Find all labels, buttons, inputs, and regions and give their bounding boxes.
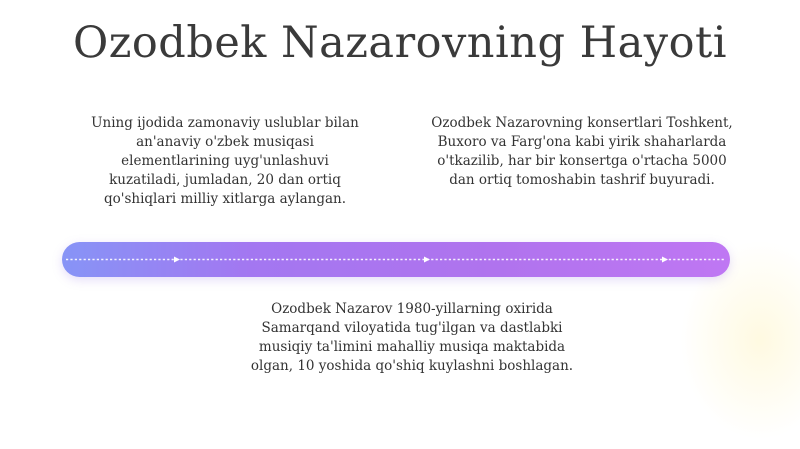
text-line: Ozodbek Nazarovning konsertlari Toshkent, xyxy=(431,115,733,131)
text-line: dan ortiq tomoshabin tashrif buyuradi. xyxy=(449,172,715,188)
timeline-arrow-icon xyxy=(424,257,430,263)
text-line: elementlarining uyg'unlashuvi xyxy=(121,153,329,169)
text-line: Uning ijodida zamonaviy uslublar bilan xyxy=(91,115,359,131)
text-line: Buxoro va Farg'ona kabi yirik shaharlarda xyxy=(437,134,727,150)
text-block-bottom xyxy=(230,300,594,376)
text-block-top-right xyxy=(412,114,752,190)
timeline-bar xyxy=(62,242,730,277)
text-line: Samarqand viloyatida tug'ilgan va dastlabki xyxy=(261,320,563,336)
text-line: musiqiy ta'limini mahalliy musiqa maktabida xyxy=(258,339,566,355)
timeline-arrow-icon xyxy=(662,257,668,263)
slide-title: Ozodbek Nazarovning Hayoti xyxy=(73,18,727,68)
text-line: an'anaviy o'zbek musiqasi xyxy=(136,134,314,150)
text-line: Ozodbek Nazarov 1980-yillarning oxirida xyxy=(271,301,553,317)
text-block-top-left xyxy=(70,114,380,209)
text-line: o'tkazilib, har bir konsertga o'rtacha 5000 xyxy=(437,153,727,169)
timeline-arrow-icon xyxy=(174,257,180,263)
text-line: qo'shiqlari milliy xitlarga aylangan. xyxy=(103,191,347,207)
text-line: kuzatiladi, jumladan, 20 dan ortiq xyxy=(109,172,341,188)
timeline-arrow-line xyxy=(62,242,730,277)
text-line: olgan, 10 yoshida qo'shiq kuylashni boshlagan. xyxy=(250,358,574,374)
